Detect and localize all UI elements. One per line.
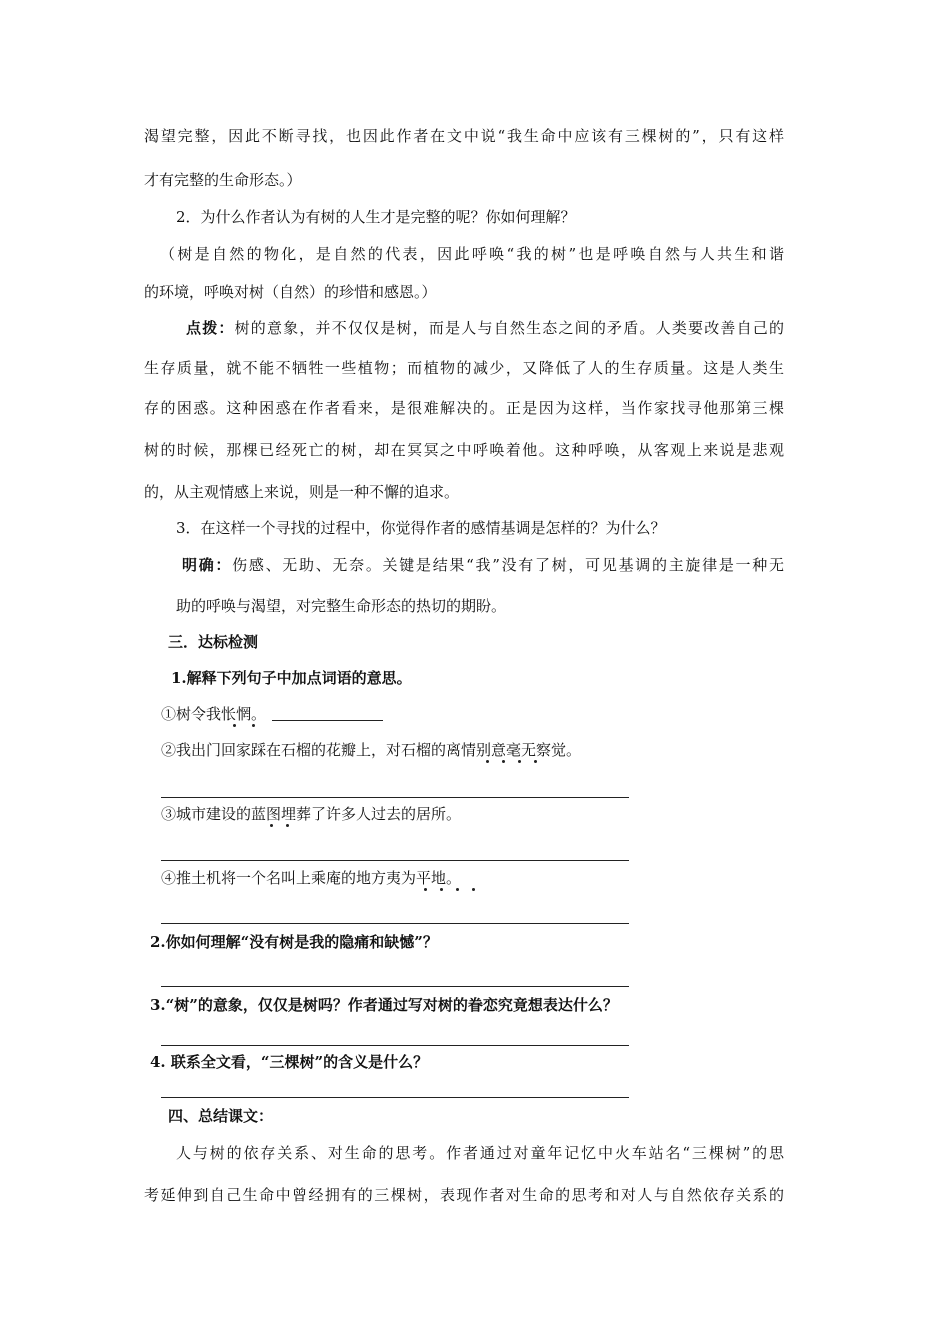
answer-line: 的环境，呼唤对树（自然）的珍惜和感恩。）: [144, 283, 437, 301]
answer-line: 助的呼唤与渴望，对完整生命形态的热切的期盼。: [176, 597, 507, 615]
section-heading: 三．达标检测: [168, 633, 259, 651]
tip-line: [186, 318, 784, 338]
question-3: 3．在这样一个寻找的过程中，你觉得作者的感情基调是怎样的？为什么？: [176, 519, 666, 537]
section-heading: 四、总结课文：: [168, 1107, 274, 1125]
emphasis-dot: [472, 888, 475, 891]
answer-line-blank[interactable]: [161, 797, 629, 798]
emphasis-dot: [518, 760, 521, 763]
answer-line-blank[interactable]: [161, 1045, 629, 1046]
exercise-item: ②我出门回家踩在石榴的花瓣上，对石榴的离情别意毫无察觉。: [161, 741, 582, 759]
exercise-item: [161, 704, 383, 724]
para-line: 才有完整的生命形态。）: [144, 171, 302, 189]
item-text: ①树令我怅惘。: [161, 705, 267, 723]
answer-line-blank[interactable]: [161, 986, 629, 987]
emphasis-dot: [286, 824, 289, 827]
answer-text: 伤感、无助、无奈。关键是结果“我”没有了树，可见基调的主旋律是一种无: [232, 556, 784, 574]
emphasis-dot: [233, 724, 236, 727]
tip-label: 点拨：: [186, 319, 235, 337]
tip-line: 存的困惑。这种困惑在作者看来，是很难解决的。正是因为这样，当作家找寻他那第三棵: [144, 399, 784, 417]
exercise-item: ④推土机将一个名叫上乘庵的地方夷为平地。: [161, 869, 462, 887]
question-2: 2．为什么作者认为有树的人生才是完整的呢？你如何理解？: [176, 208, 576, 226]
exercise-3: 3.“树”的意象，仅仅是树吗？作者通过写对树的眷恋究竟想表达什么？: [150, 996, 618, 1014]
summary-line: 考延伸到自己生命中曾经拥有的三棵树，表现作者对生命的思考和对人与自然依存关系的: [144, 1186, 784, 1204]
emphasis-dot: [252, 724, 255, 727]
emphasis-dot: [270, 824, 273, 827]
answer-blank[interactable]: [272, 706, 367, 721]
summary-line: 人与树的依存关系、对生命的思考。作者通过对童年记忆中火车站名“三棵树”的思: [176, 1144, 784, 1162]
exercise-4: 4. 联系全文看，“三棵树”的含义是什么？: [150, 1053, 429, 1071]
tip-line: 生存质量，就不能不牺牲一些植物；而植物的减少，又降低了人的生存质量。这是人类生: [144, 359, 784, 377]
tip-line: 树的时候，那棵已经死亡的树，却在冥冥之中呼唤着他。这种呼唤，从客观上来说是悲观: [144, 441, 784, 459]
tip-text: 树的意象，并不仅仅是树，而是人与自然生态之间的矛盾。人类要改善自己的: [234, 319, 784, 337]
para-line: 渴望完整，因此不断寻找，也因此作者在文中说“我生命中应该有三棵树的”，只有这样: [144, 127, 784, 145]
exercise-item: ③城市建设的蓝图埋葬了许多人过去的居所。: [161, 805, 462, 823]
answer-line: （树是自然的物化，是自然的代表，因此呼唤“我的树”也是呼唤自然与人共生和谐: [160, 245, 784, 263]
answer-label: 明确：: [182, 556, 233, 574]
answer-line-blank[interactable]: [161, 1097, 629, 1098]
answer-line-blank[interactable]: [161, 923, 629, 924]
tip-line: 的，从主观情感上来说，则是一种不懈的追求。: [144, 483, 460, 501]
emphasis-dot: [486, 760, 489, 763]
emphasis-dot: [502, 760, 505, 763]
emphasis-dot: [440, 888, 443, 891]
answer-blank[interactable]: [367, 706, 383, 721]
answer-line-blank[interactable]: [161, 860, 629, 861]
emphasis-dot: [456, 888, 459, 891]
emphasis-dot: [534, 760, 537, 763]
exercise-2: 2.你如何理解“没有树是我的隐痛和缺憾”？: [150, 933, 438, 951]
exercise-title: 1.解释下列句子中加点词语的意思。: [171, 669, 412, 687]
answer-line: [182, 555, 784, 575]
emphasis-dot: [424, 888, 427, 891]
